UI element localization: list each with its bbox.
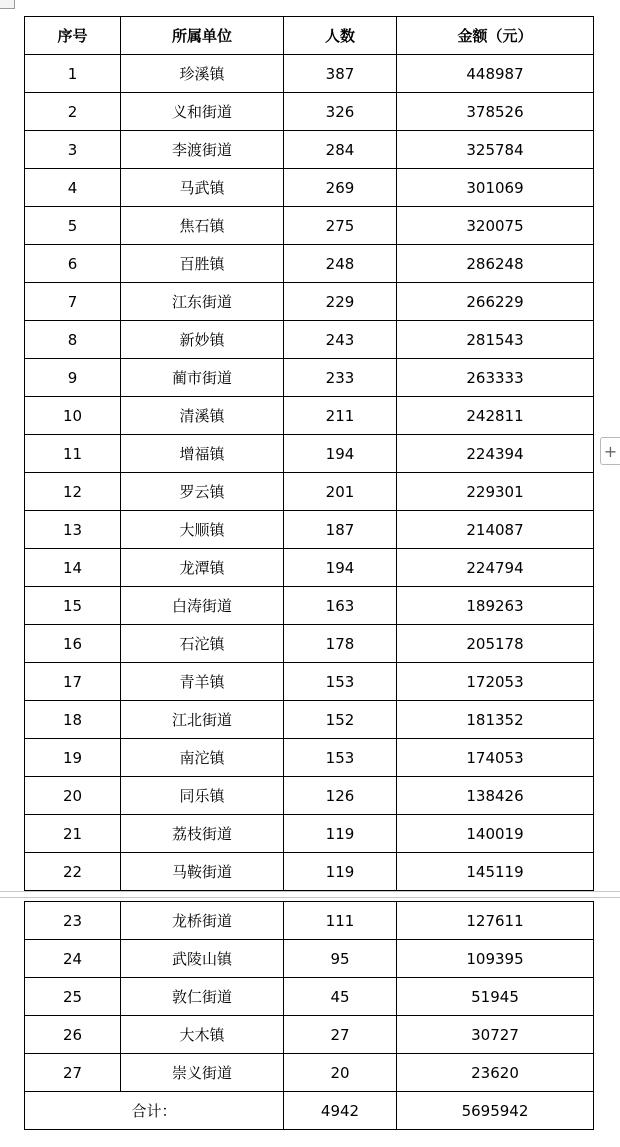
cell-index: 10 xyxy=(25,397,121,435)
cell-people: 233 xyxy=(284,359,397,397)
cell-unit: 同乐镇 xyxy=(121,777,284,815)
table-row xyxy=(25,1016,594,1054)
table-row xyxy=(25,549,594,587)
cell-index: 20 xyxy=(25,777,121,815)
header-unit: 所属单位 xyxy=(121,17,284,55)
cell-amount: 205178 xyxy=(397,625,594,663)
table-row xyxy=(25,978,594,1016)
cell-index: 16 xyxy=(25,625,121,663)
cell-people: 326 xyxy=(284,93,397,131)
cell-amount: 174053 xyxy=(397,739,594,777)
cell-people: 275 xyxy=(284,207,397,245)
cell-amount: 214087 xyxy=(397,511,594,549)
table-row xyxy=(25,587,594,625)
cell-people: 45 xyxy=(284,978,397,1016)
table-row xyxy=(25,169,594,207)
cell-amount: 224794 xyxy=(397,549,594,587)
cell-people: 163 xyxy=(284,587,397,625)
cell-amount: 301069 xyxy=(397,169,594,207)
cell-unit: 敦仁街道 xyxy=(121,978,284,1016)
cell-unit: 马武镇 xyxy=(121,169,284,207)
cell-unit: 百胜镇 xyxy=(121,245,284,283)
cell-index: 14 xyxy=(25,549,121,587)
cell-people: 119 xyxy=(284,853,397,891)
table-row xyxy=(25,397,594,435)
cell-unit: 焦石镇 xyxy=(121,207,284,245)
cell-index: 5 xyxy=(25,207,121,245)
cell-people: 20 xyxy=(284,1054,397,1092)
table-row xyxy=(25,940,594,978)
cell-amount: 286248 xyxy=(397,245,594,283)
cell-index: 19 xyxy=(25,739,121,777)
cell-amount: 23620 xyxy=(397,1054,594,1092)
table-row xyxy=(25,435,594,473)
table-row xyxy=(25,1054,594,1092)
total-row xyxy=(25,1092,594,1130)
cell-unit: 增福镇 xyxy=(121,435,284,473)
cell-unit: 大顺镇 xyxy=(121,511,284,549)
cell-amount: 448987 xyxy=(397,55,594,93)
cell-index: 13 xyxy=(25,511,121,549)
data-table-page-1 xyxy=(24,16,594,891)
table-row xyxy=(25,207,594,245)
table-row xyxy=(25,853,594,891)
cell-amount: 127611 xyxy=(397,902,594,940)
cell-index: 8 xyxy=(25,321,121,359)
cell-index: 25 xyxy=(25,978,121,1016)
cell-unit: 武陵山镇 xyxy=(121,940,284,978)
cell-amount: 109395 xyxy=(397,940,594,978)
cell-index: 1 xyxy=(25,55,121,93)
total-people: 4942 xyxy=(284,1092,397,1130)
cell-unit: 南沱镇 xyxy=(121,739,284,777)
cell-index: 2 xyxy=(25,93,121,131)
cell-unit: 大木镇 xyxy=(121,1016,284,1054)
cell-index: 22 xyxy=(25,853,121,891)
table-row xyxy=(25,359,594,397)
cell-unit: 新妙镇 xyxy=(121,321,284,359)
cell-amount: 172053 xyxy=(397,663,594,701)
cell-amount: 145119 xyxy=(397,853,594,891)
page-break-line-top xyxy=(0,891,620,892)
data-table-page-2 xyxy=(24,901,594,1130)
cell-unit: 李渡街道 xyxy=(121,131,284,169)
cell-people: 243 xyxy=(284,321,397,359)
total-amount: 5695942 xyxy=(397,1092,594,1130)
cell-people: 126 xyxy=(284,777,397,815)
cell-unit: 石沱镇 xyxy=(121,625,284,663)
cell-index: 17 xyxy=(25,663,121,701)
cell-index: 7 xyxy=(25,283,121,321)
cell-people: 111 xyxy=(284,902,397,940)
cell-people: 187 xyxy=(284,511,397,549)
table-row xyxy=(25,283,594,321)
cell-index: 4 xyxy=(25,169,121,207)
cell-unit: 江东街道 xyxy=(121,283,284,321)
cell-amount: 189263 xyxy=(397,587,594,625)
cell-people: 119 xyxy=(284,815,397,853)
cell-unit: 白涛街道 xyxy=(121,587,284,625)
cell-people: 153 xyxy=(284,663,397,701)
page-break-line-bottom xyxy=(0,897,620,898)
table-row xyxy=(25,625,594,663)
cell-amount: 224394 xyxy=(397,435,594,473)
cell-amount: 266229 xyxy=(397,283,594,321)
cell-unit: 义和街道 xyxy=(121,93,284,131)
cell-people: 201 xyxy=(284,473,397,511)
add-row-icon[interactable]: + xyxy=(600,437,620,465)
cell-index: 12 xyxy=(25,473,121,511)
cell-amount: 281543 xyxy=(397,321,594,359)
table-row xyxy=(25,815,594,853)
cell-people: 153 xyxy=(284,739,397,777)
table-row xyxy=(25,321,594,359)
cell-index: 15 xyxy=(25,587,121,625)
header-row xyxy=(25,17,594,55)
table-row xyxy=(25,473,594,511)
cell-index: 3 xyxy=(25,131,121,169)
cell-unit: 马鞍街道 xyxy=(121,853,284,891)
cell-index: 23 xyxy=(25,902,121,940)
table-row xyxy=(25,701,594,739)
table-row xyxy=(25,739,594,777)
table-row xyxy=(25,511,594,549)
cell-unit: 龙潭镇 xyxy=(121,549,284,587)
table-row xyxy=(25,245,594,283)
cell-people: 248 xyxy=(284,245,397,283)
table-row xyxy=(25,55,594,93)
cell-index: 24 xyxy=(25,940,121,978)
cell-unit: 龙桥街道 xyxy=(121,902,284,940)
cell-amount: 181352 xyxy=(397,701,594,739)
cell-people: 211 xyxy=(284,397,397,435)
table-row xyxy=(25,663,594,701)
cell-amount: 30727 xyxy=(397,1016,594,1054)
cell-unit: 珍溪镇 xyxy=(121,55,284,93)
cell-amount: 378526 xyxy=(397,93,594,131)
cell-unit: 蔺市街道 xyxy=(121,359,284,397)
table-row xyxy=(25,93,594,131)
cell-amount: 325784 xyxy=(397,131,594,169)
cell-people: 194 xyxy=(284,435,397,473)
cell-unit: 荔枝街道 xyxy=(121,815,284,853)
cell-amount: 140019 xyxy=(397,815,594,853)
table-row xyxy=(25,777,594,815)
cell-unit: 青羊镇 xyxy=(121,663,284,701)
cell-people: 269 xyxy=(284,169,397,207)
cell-people: 194 xyxy=(284,549,397,587)
header-people: 人数 xyxy=(284,17,397,55)
cell-amount: 51945 xyxy=(397,978,594,1016)
cell-amount: 263333 xyxy=(397,359,594,397)
cell-amount: 229301 xyxy=(397,473,594,511)
cell-index: 26 xyxy=(25,1016,121,1054)
cell-index: 6 xyxy=(25,245,121,283)
cell-people: 284 xyxy=(284,131,397,169)
cell-index: 9 xyxy=(25,359,121,397)
table-row xyxy=(25,131,594,169)
cell-index: 18 xyxy=(25,701,121,739)
header-index: 序号 xyxy=(25,17,121,55)
cell-people: 229 xyxy=(284,283,397,321)
cell-amount: 320075 xyxy=(397,207,594,245)
cell-people: 95 xyxy=(284,940,397,978)
cell-amount: 138426 xyxy=(397,777,594,815)
cell-index: 11 xyxy=(25,435,121,473)
cell-people: 178 xyxy=(284,625,397,663)
cell-people: 27 xyxy=(284,1016,397,1054)
cell-unit: 罗云镇 xyxy=(121,473,284,511)
cell-people: 152 xyxy=(284,701,397,739)
cell-unit: 江北街道 xyxy=(121,701,284,739)
total-label: 合计： xyxy=(25,1092,284,1130)
table-move-handle-icon[interactable] xyxy=(0,0,15,9)
cell-unit: 崇义街道 xyxy=(121,1054,284,1092)
table-row xyxy=(25,902,594,940)
cell-amount: 242811 xyxy=(397,397,594,435)
cell-index: 27 xyxy=(25,1054,121,1092)
cell-index: 21 xyxy=(25,815,121,853)
header-amount: 金额（元） xyxy=(397,17,594,55)
cell-people: 387 xyxy=(284,55,397,93)
cell-unit: 清溪镇 xyxy=(121,397,284,435)
